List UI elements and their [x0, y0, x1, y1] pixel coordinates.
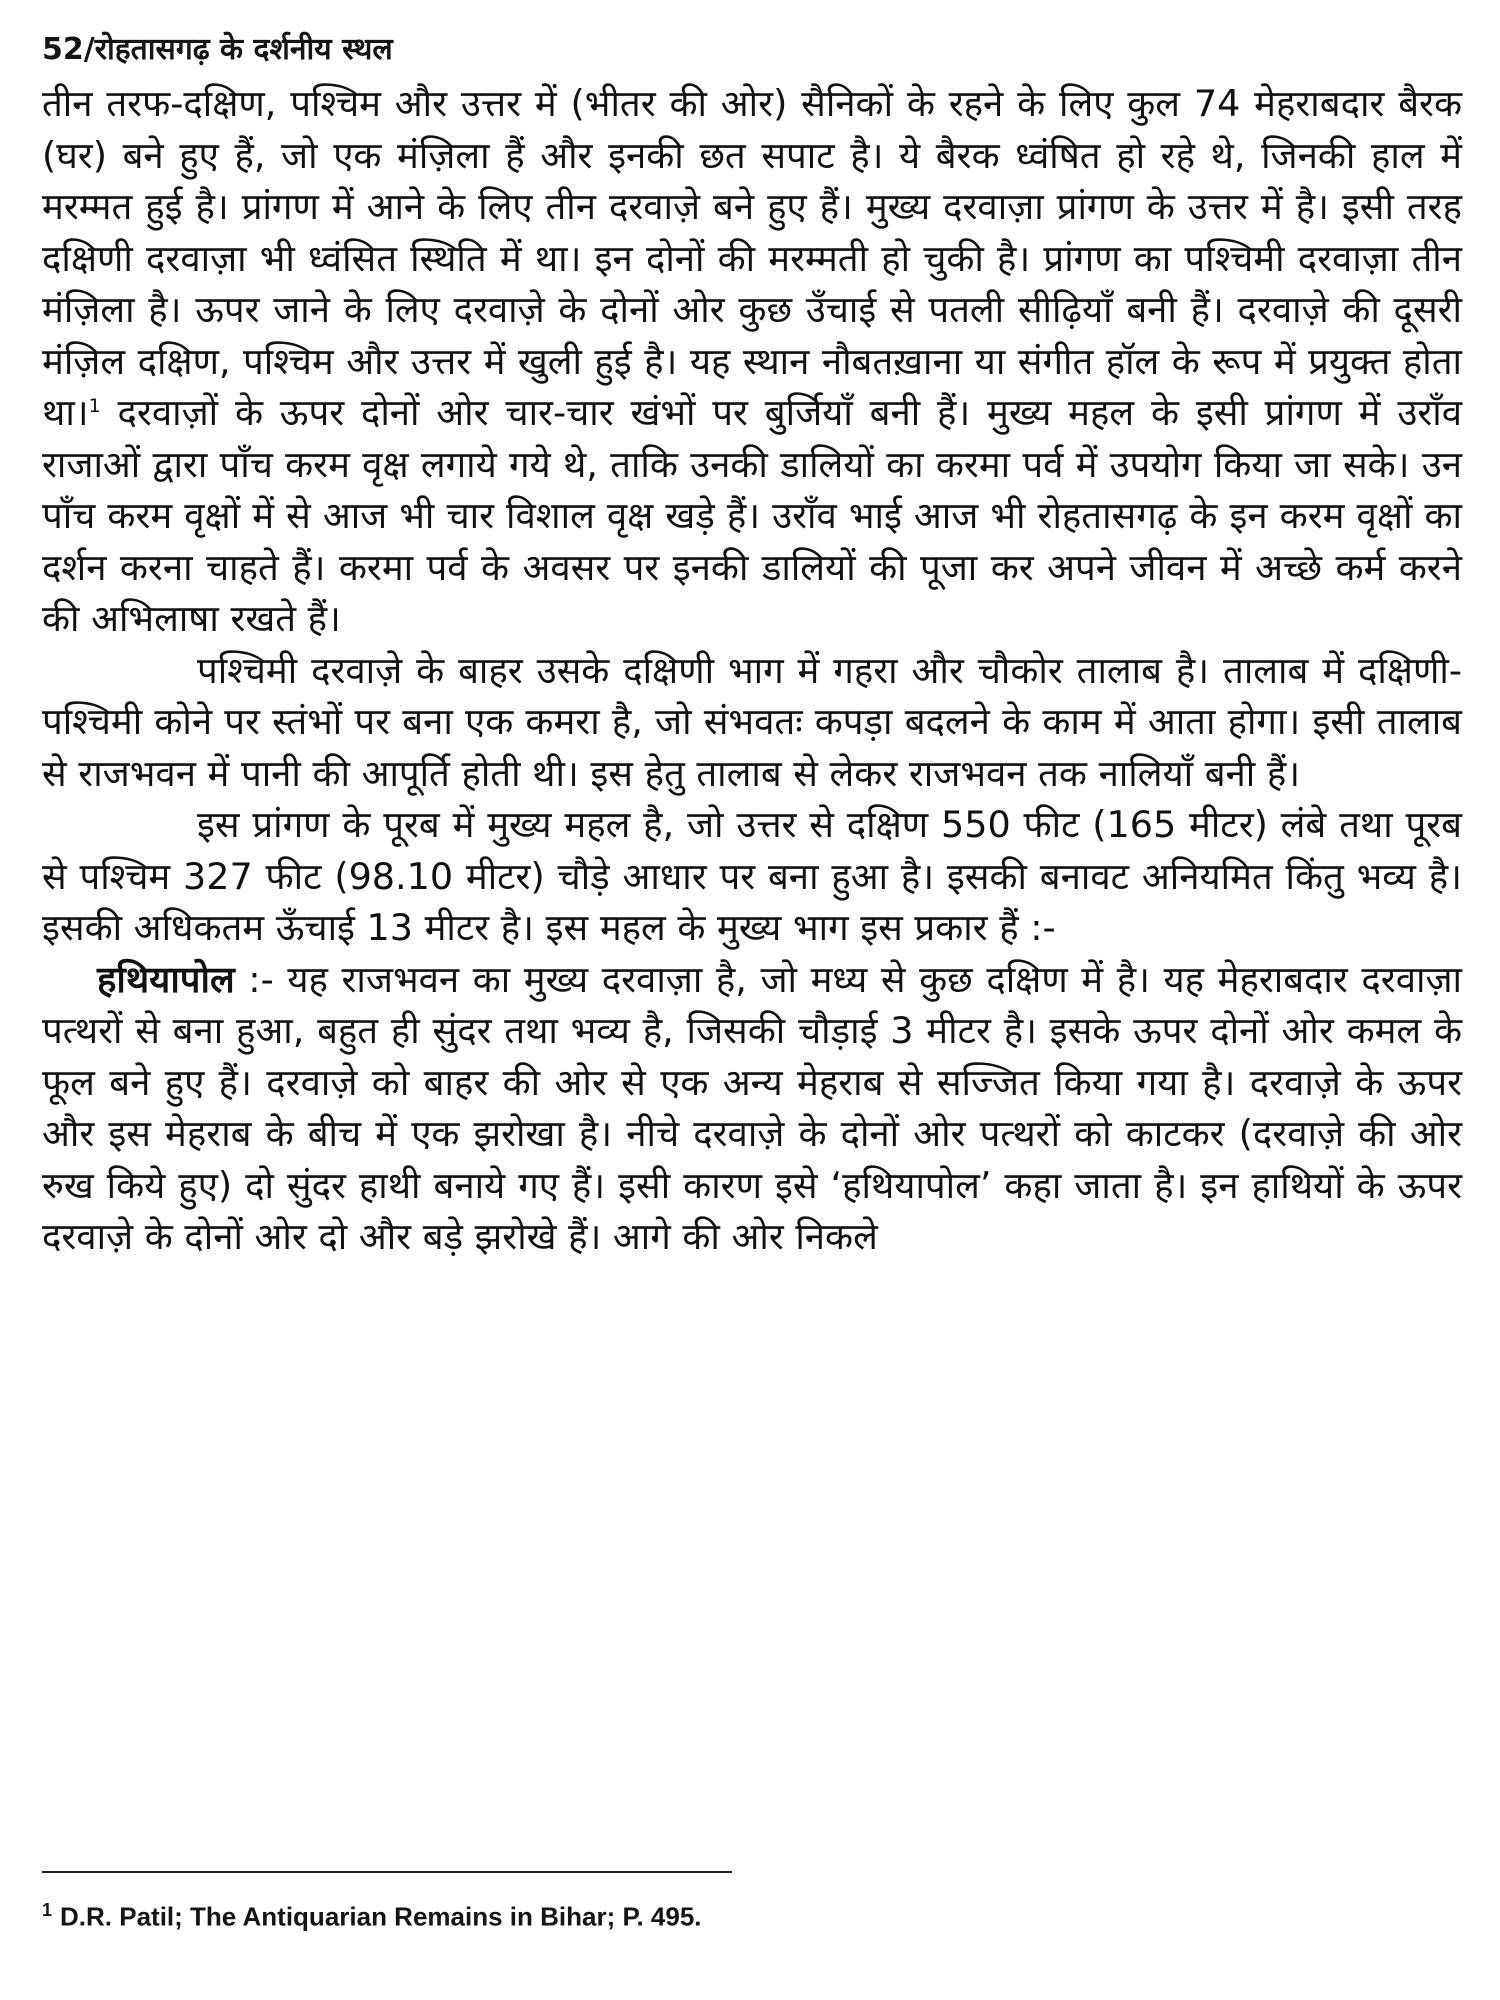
paragraph-barracks — [42, 78, 1462, 645]
footnote-marker: 1 — [42, 1900, 53, 1920]
paragraph-barracks-text-b: दरवाज़ों के ऊपर दोनों ओर चार-चार खंभों पर बुर्जियाँ बनी हैं। मुख्य महल के इसी प्रांगण में उराँव राजाओं द्वारा पाँच करम वृक्ष लगाये गये थे, ताकि उनकी डालियों का करमा पर्व में उपयोग किया जा सके। उन पाँच करम वृक्षों में से आज भी चार विशाल वृक्ष खड़े हैं। उराँव भाई आज भी रोहतासगढ़ के इन करम वृक्षों का दर्शन करना चाहते हैं। करमा पर्व के अवसर पर इनकी डालियों की पूजा कर अपने जीवन में अच्छे कर्म करने की अभिलाषा रखते हैं। — [42, 391, 1462, 640]
hathiyapol-description: :- यह राजभवन का मुख्य दरवाज़ा है, जो मध्य से कुछ दक्षिण में है। यह मेहराबदार दरवाज़ा पत्थरों से बना हुआ, बहुत ही सुंदर तथा भव्य है, जिसकी चौड़ाई 3 मीटर है। इसके ऊपर दोनों ओर कमल के फूल बने हुए हैं। दरवाज़े को बाहर की ओर से एक अन्य मेहराब से सज्जित किया गया है। दरवाज़े के ऊपर और इस मेहराब के बीच में एक झरोखा है। नीचे दरवाज़े के दोनों ओर पत्थरों को काटकर (दरवाज़े की ओर रुख किये हुए) दो सुंदर हाथी बनाये गए हैं। इसी कारण इसे ‘हथियापोल’ कहा जाता है। इन हाथियों के ऊपर दरवाज़े के दोनों ओर दो और बड़े झरोखे हैं। आगे की ओर निकले — [42, 957, 1462, 1258]
paragraph-pond: पश्चिमी दरवाज़े के बाहर उसके दक्षिणी भाग में गहरा और चौकोर तालाब है। तालाब में दक्षिणी-पश्चिमी कोने पर स्तंभों पर बना एक कमरा है, जो संभवतः कपड़ा बदलने के काम में आता होगा। इसी तालाब से राजभवन में पानी की आपूर्ति होती थी। इस हेतु तालाब से लेकर राजभवन तक नालियाँ बनी हैं। — [42, 648, 1462, 795]
footnote-divider — [42, 1871, 732, 1873]
paragraph-barracks-text-a: तीन तरफ-दक्षिण, पश्चिम और उत्तर में (भीतर की ओर) सैनिकों के रहने के लिए कुल 74 मेहराबदार बैरक (घर) बने हुए हैं, जो एक मंज़िला हैं और इनकी छत सपाट है। ये बैरक ध्वंषित हो रहे थे, जिनकी हाल में मरम्मत हुई है। प्रांगण में आने के लिए तीन दरवाज़े बने हुए हैं। मुख्य दरवाज़ा प्रांगण के उत्तर में है। इसी तरह दक्षिणी दरवाज़ा भी ध्वंसित स्थिति में था। इन दोनों की मरम्मती हो चुकी है। प्रांगण का पश्चिमी दरवाज़ा तीन मंज़िला है। ऊपर जाने के लिए दरवाज़े के दोनों ओर कुछ उँचाई से पतली सीढ़ियाँ बनी हैं। दरवाज़े की दूसरी मंज़िल दक्षिण, पश्चिम और उत्तर में खुली हुई है। यह स्थान नौबतख़ाना या संगीत हॉल के रूप में प्रयुक्त होता था। — [42, 82, 1462, 434]
hathiyapol-term: हथियापोल — [97, 957, 235, 1001]
paragraph-hathiyapol — [42, 954, 1462, 1263]
footnote — [42, 1890, 702, 1937]
footnote-text: D.R. Patil; The Antiquarian Remains in Bihar; P. 495. — [60, 1901, 702, 1932]
footnote-reference: 1 — [88, 394, 101, 417]
running-head: 52/रोहतासगढ़ के दर्शनीय स्थल — [42, 32, 393, 67]
book-page — [42, 28, 1462, 1988]
paragraph-main-palace: इस प्रांगण के पूरब में मुख्य महल है, जो उत्तर से दक्षिण 550 फीट (165 मीटर) लंबे तथा पूरब से पश्चिम 327 फीट (98.10 मीटर) चौड़े आधार पर बना हुआ है। इसकी बनावट अनियमित किंतु भव्य है। इसकी अधिकतम ऊँचाई 13 मीटर है। इस महल के मुख्य भाग इस प्रकार हैं :- — [42, 803, 1462, 949]
